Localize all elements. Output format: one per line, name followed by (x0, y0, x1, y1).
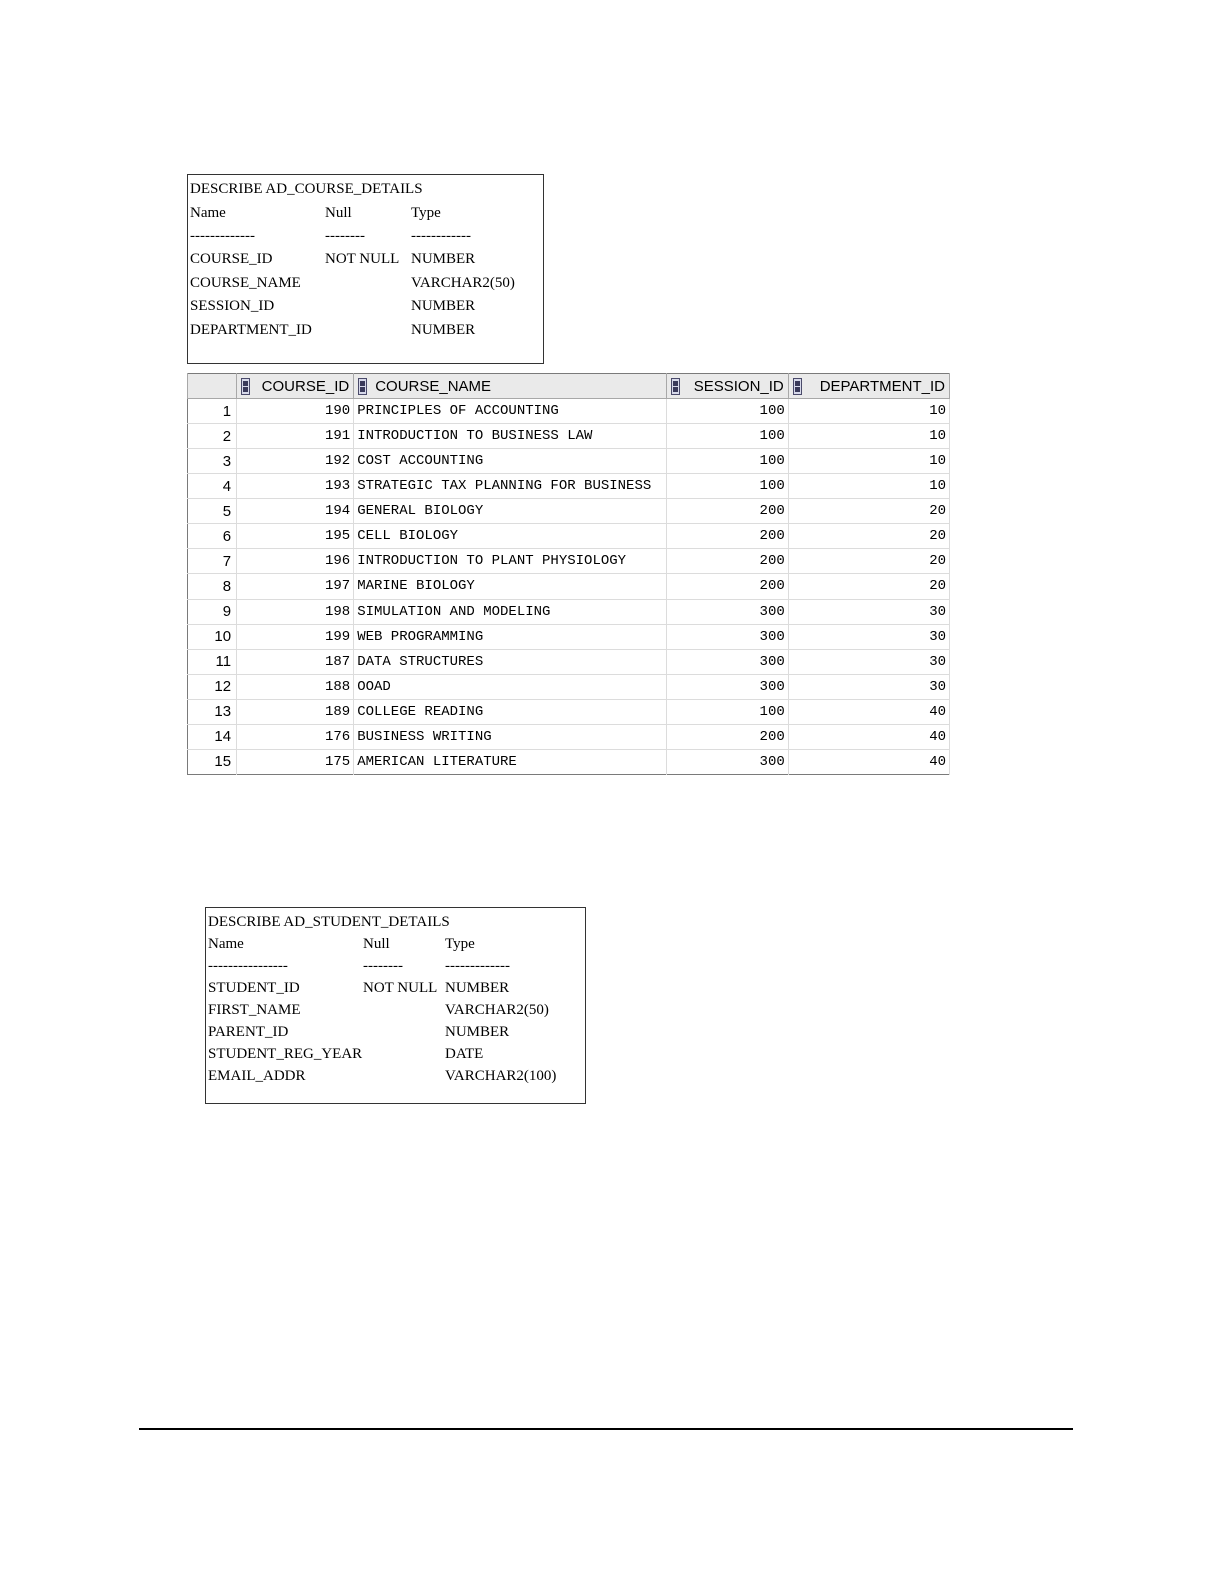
column-type: NUMBER (411, 298, 476, 314)
column-type: VARCHAR2(50) (411, 275, 515, 291)
course-name-cell[interactable]: COLLEGE READING (354, 699, 666, 724)
column-name: PARENT_ID (208, 1024, 289, 1040)
session-id-cell[interactable]: 200 (666, 499, 788, 524)
table-row[interactable] (188, 649, 950, 674)
header-null: Null (325, 205, 352, 221)
dash-name: ---------------- (208, 958, 288, 974)
session-id-cell[interactable]: 300 (666, 749, 788, 774)
column-name: STUDENT_ID (208, 980, 300, 996)
row-number-header (188, 374, 237, 399)
session-id-cell[interactable]: 300 (666, 624, 788, 649)
department-id-cell[interactable]: 20 (788, 574, 949, 599)
header-type: Type (445, 936, 475, 952)
table-row[interactable] (188, 474, 950, 499)
course-id-cell[interactable]: 195 (237, 524, 354, 549)
describe-dash-row (208, 956, 578, 976)
table-row[interactable] (188, 724, 950, 749)
row-number-cell[interactable]: 14 (188, 724, 237, 749)
column-name: FIRST_NAME (208, 1002, 301, 1018)
session-id-cell[interactable]: 100 (666, 424, 788, 449)
row-number-cell[interactable]: 1 (188, 399, 237, 424)
department-id-cell[interactable]: 20 (788, 524, 949, 549)
course-id-cell[interactable]: 193 (237, 474, 354, 499)
course-name-cell[interactable]: AMERICAN LITERATURE (354, 749, 666, 774)
dash-name: ------------- (190, 228, 255, 244)
session-id-cell[interactable]: 200 (666, 524, 788, 549)
describe-row (190, 320, 530, 340)
column-type: NUMBER (445, 980, 510, 996)
dash-type: ------------ (411, 228, 471, 244)
table-row[interactable] (188, 449, 950, 474)
session-id-cell[interactable]: 100 (666, 699, 788, 724)
sort-icon[interactable] (241, 378, 250, 395)
department-id-cell[interactable]: 10 (788, 449, 949, 474)
describe-row (208, 1044, 578, 1064)
course-id-cell[interactable]: 199 (237, 624, 354, 649)
describe-header-row (208, 934, 578, 954)
row-number-cell[interactable]: 11 (188, 649, 237, 674)
column-header-session-id[interactable] (666, 374, 788, 399)
course-name-cell[interactable]: OOAD (354, 674, 666, 699)
column-header-department-id[interactable] (788, 374, 949, 399)
grid-body (188, 399, 950, 775)
session-id-cell[interactable]: 100 (666, 474, 788, 499)
course-id-cell[interactable]: 190 (237, 399, 354, 424)
table-row[interactable] (188, 599, 950, 624)
course-id-cell[interactable]: 188 (237, 674, 354, 699)
table-row[interactable] (188, 524, 950, 549)
column-header-label: COURSE_NAME (375, 377, 492, 395)
table-row[interactable] (188, 549, 950, 574)
course-results-grid (187, 373, 950, 775)
table-row[interactable] (188, 499, 950, 524)
describe-header-row (190, 203, 530, 223)
column-name: SESSION_ID (190, 298, 275, 314)
column-type: VARCHAR2(50) (445, 1002, 549, 1018)
course-id-cell[interactable]: 196 (237, 549, 354, 574)
course-describe-output (187, 174, 544, 364)
describe-dash-row (190, 226, 530, 246)
department-id-cell[interactable]: 10 (788, 424, 949, 449)
course-id-cell[interactable]: 198 (237, 599, 354, 624)
course-id-cell[interactable]: 189 (237, 699, 354, 724)
describe-row (208, 1000, 578, 1020)
course-name-cell[interactable]: MARINE BIOLOGY (354, 574, 666, 599)
session-id-cell[interactable]: 300 (666, 674, 788, 699)
department-id-cell[interactable]: 10 (788, 474, 949, 499)
column-null: NOT NULL (363, 980, 438, 996)
course-name-cell[interactable]: INTRODUCTION TO BUSINESS LAW (354, 424, 666, 449)
course-id-cell[interactable]: 175 (237, 749, 354, 774)
row-number-cell[interactable]: 4 (188, 474, 237, 499)
course-name-cell[interactable]: INTRODUCTION TO PLANT PHYSIOLOGY (354, 549, 666, 574)
table-row[interactable] (188, 399, 950, 424)
column-header-label: DEPARTMENT_ID (819, 377, 945, 395)
describe-command: DESCRIBE AD_STUDENT_DETAILS (208, 914, 450, 930)
course-name-cell[interactable]: WEB PROGRAMMING (354, 624, 666, 649)
course-name-cell[interactable]: PRINCIPLES OF ACCOUNTING (354, 399, 666, 424)
department-id-cell[interactable]: 20 (788, 549, 949, 574)
column-name: EMAIL_ADDR (208, 1068, 306, 1084)
course-name-cell[interactable]: CELL BIOLOGY (354, 524, 666, 549)
describe-row (208, 1022, 578, 1042)
department-id-cell[interactable]: 40 (788, 749, 949, 774)
student-describe-output (205, 907, 586, 1104)
department-id-cell[interactable]: 40 (788, 699, 949, 724)
column-name: STUDENT_REG_YEAR (208, 1046, 363, 1062)
course-name-cell[interactable]: DATA STRUCTURES (354, 649, 666, 674)
column-header-label: COURSE_ID (261, 377, 350, 395)
course-id-cell[interactable]: 176 (237, 724, 354, 749)
column-header-course-id[interactable] (237, 374, 354, 399)
course-id-cell[interactable]: 191 (237, 424, 354, 449)
row-number-cell[interactable]: 6 (188, 524, 237, 549)
sort-icon[interactable] (671, 378, 680, 395)
session-id-cell[interactable]: 200 (666, 724, 788, 749)
describe-command: DESCRIBE AD_COURSE_DETAILS (190, 181, 423, 197)
header-name: Name (190, 205, 226, 221)
row-number-cell[interactable]: 7 (188, 549, 237, 574)
describe-row (190, 296, 530, 316)
column-name: COURSE_ID (190, 251, 273, 267)
row-number-cell[interactable]: 5 (188, 499, 237, 524)
course-id-cell[interactable]: 192 (237, 449, 354, 474)
dash-type: ------------- (445, 958, 510, 974)
course-name-cell[interactable]: STRATEGIC TAX PLANNING FOR BUSINESS (354, 474, 666, 499)
row-number-cell[interactable]: 9 (188, 599, 237, 624)
session-id-cell[interactable]: 300 (666, 599, 788, 624)
course-id-cell[interactable]: 197 (237, 574, 354, 599)
describe-row (190, 273, 530, 293)
column-name: DEPARTMENT_ID (190, 322, 312, 338)
column-null: NOT NULL (325, 251, 400, 267)
course-name-cell[interactable]: COST ACCOUNTING (354, 449, 666, 474)
header-name: Name (208, 936, 244, 952)
column-type: NUMBER (411, 322, 476, 338)
grid-header-row (188, 374, 950, 399)
department-id-cell[interactable]: 30 (788, 674, 949, 699)
table-row[interactable] (188, 674, 950, 699)
header-type: Type (411, 205, 441, 221)
session-id-cell[interactable]: 100 (666, 399, 788, 424)
row-number-cell[interactable]: 2 (188, 424, 237, 449)
describe-row (208, 1066, 578, 1086)
course-name-cell[interactable]: BUSINESS WRITING (354, 724, 666, 749)
header-null: Null (363, 936, 390, 952)
department-id-cell[interactable]: 10 (788, 399, 949, 424)
column-header-label: SESSION_ID (693, 377, 784, 395)
dash-null: -------- (325, 228, 365, 244)
column-type: NUMBER (411, 251, 476, 267)
session-id-cell[interactable]: 200 (666, 574, 788, 599)
department-id-cell[interactable]: 20 (788, 499, 949, 524)
column-type: VARCHAR2(100) (445, 1068, 557, 1084)
department-id-cell[interactable]: 30 (788, 624, 949, 649)
table-row[interactable] (188, 699, 950, 724)
row-number-cell[interactable]: 12 (188, 674, 237, 699)
department-id-cell[interactable]: 30 (788, 599, 949, 624)
row-number-cell[interactable]: 13 (188, 699, 237, 724)
column-type: NUMBER (445, 1024, 510, 1040)
dash-null: -------- (363, 958, 403, 974)
describe-row (190, 249, 530, 269)
session-id-cell[interactable]: 200 (666, 549, 788, 574)
course-name-cell[interactable]: GENERAL BIOLOGY (354, 499, 666, 524)
column-type: DATE (445, 1046, 484, 1062)
course-id-cell[interactable]: 194 (237, 499, 354, 524)
column-name: COURSE_NAME (190, 275, 301, 291)
sort-icon[interactable] (358, 378, 367, 395)
table-row[interactable] (188, 424, 950, 449)
describe-row (208, 978, 578, 998)
department-id-cell[interactable]: 40 (788, 724, 949, 749)
row-number-cell[interactable]: 3 (188, 449, 237, 474)
row-number-cell[interactable]: 8 (188, 574, 237, 599)
row-number-cell[interactable]: 10 (188, 624, 237, 649)
table-row[interactable] (188, 624, 950, 649)
sort-icon[interactable] (793, 378, 802, 395)
footer-divider (139, 1428, 1073, 1430)
session-id-cell[interactable]: 100 (666, 449, 788, 474)
course-id-cell[interactable]: 187 (237, 649, 354, 674)
column-header-course-name[interactable] (354, 374, 666, 399)
table-row[interactable] (188, 574, 950, 599)
row-number-cell[interactable]: 15 (188, 749, 237, 774)
session-id-cell[interactable]: 300 (666, 649, 788, 674)
table-row[interactable] (188, 749, 950, 774)
course-name-cell[interactable]: SIMULATION AND MODELING (354, 599, 666, 624)
department-id-cell[interactable]: 30 (788, 649, 949, 674)
